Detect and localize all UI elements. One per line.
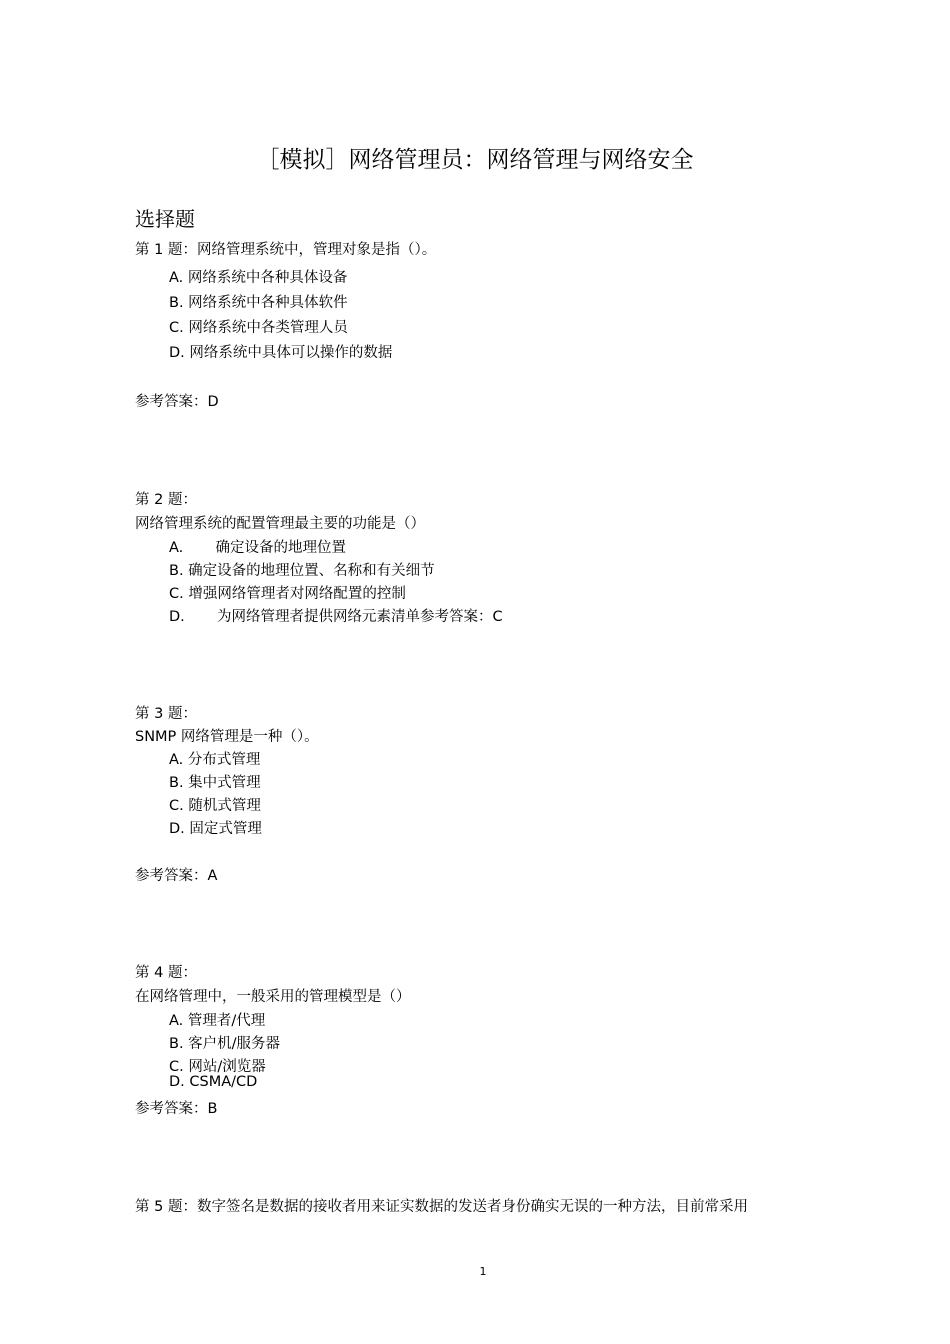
question-4-option-d: D. CSMA/CD [169,1074,258,1090]
question-1-option-b: B. 网络系统中各种具体软件 [169,295,348,311]
question-4-number: 第 4 题： [135,965,197,981]
question-2-option-b: B. 确定设备的地理位置、名称和有关细节 [169,563,435,579]
question-3-option-a: A. 分布式管理 [169,752,261,768]
question-1-stem: 第 1 题：网络管理系统中，管理对象是指（）。 [135,242,437,258]
question-1-option-c: C. 网络系统中各类管理人员 [169,320,348,336]
question-2-stem: 网络管理系统的配置管理最主要的功能是（） [135,516,425,532]
question-1-option-a: A. 网络系统中各种具体设备 [169,270,348,286]
section-heading: 选择题 [135,207,195,231]
question-3-stem: SNMP 网络管理是一种（）。 [135,729,319,745]
question-2-option-a: A. 确定设备的地理位置 [169,540,347,556]
question-1-option-d: D. 网络系统中具体可以操作的数据 [169,345,393,361]
question-1-answer: 参考答案：D [135,394,219,410]
question-4-option-b: B. 客户机/服务器 [169,1036,281,1052]
question-3-option-b: B. 集中式管理 [169,775,261,791]
question-2-option-c: C. 增强网络管理者对网络配置的控制 [169,586,406,602]
question-4-option-a: A. 管理者/代理 [169,1013,266,1029]
question-3-option-d: D. 固定式管理 [169,821,262,837]
question-3-option-c: C. 随机式管理 [169,798,261,814]
question-3-number: 第 3 题： [135,706,197,722]
question-2-option-d: D. 为网络管理者提供网络元素清单参考答案：C [169,609,503,625]
question-4-option-c: C. 网站/浏览器 [169,1059,266,1075]
page-number: 1 [479,1265,487,1278]
question-5-stem: 第 5 题：数字签名是数据的接收者用来证实数据的发送者身份确实无误的一种方法，目前常采用 [135,1199,748,1215]
question-4-stem: 在网络管理中，一般采用的管理模型是（） [135,989,411,1005]
document-title: ［模拟］网络管理员：网络管理与网络安全 [256,147,694,173]
question-2-number: 第 2 题： [135,492,197,508]
question-4-answer: 参考答案：B [135,1101,218,1117]
question-3-answer: 参考答案：A [135,868,218,884]
